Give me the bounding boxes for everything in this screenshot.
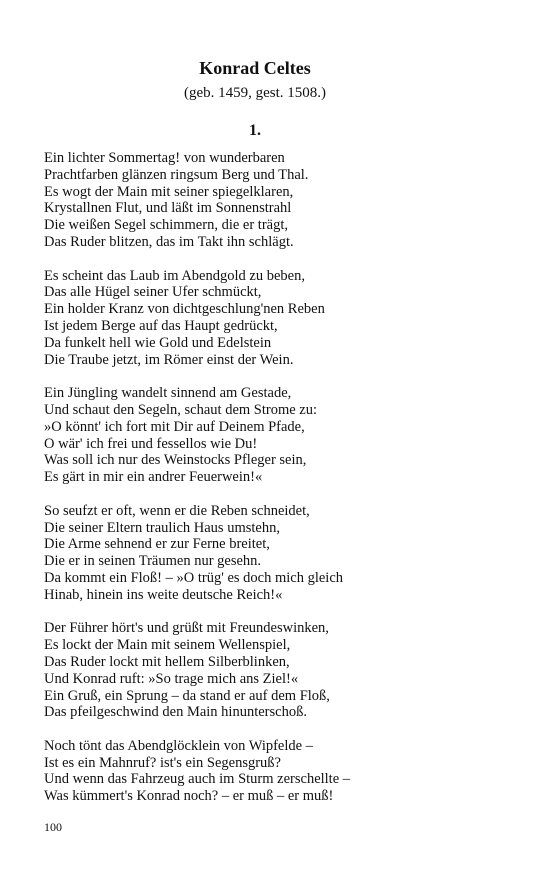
poem-line: Hinab, hinein ins weite deutsche Reich!« (44, 586, 283, 603)
poem-line: Es gärt in mir ein andrer Feuerwein!« (44, 469, 263, 486)
poem-line: »O könnt' ich fort mit Dir auf Deinem Pfade, (44, 418, 305, 435)
poem-line: Ist es ein Mahnruf? ist's ein Segensgruß? (44, 754, 281, 771)
author-dates: (geb. 1459, gest. 1508.) (183, 85, 327, 101)
poem-number: 1. (249, 122, 261, 139)
poem-line: Was soll ich nur des Weinstocks Pfleger sein, (44, 452, 307, 469)
poem-line: Die Traube jetzt, im Römer einst der Wein. (44, 351, 294, 368)
poem-line: Die weißen Segel schimmern, die er trägt, (44, 217, 289, 234)
stanza (44, 150, 514, 251)
poem-line: Und wenn das Fahrzeug auch im Sturm zerschellte – (44, 771, 351, 788)
poem-line: Prachtfarben glänzen ringsum Berg und Thal. (44, 166, 309, 183)
poem-line: Und schaut den Segeln, schaut dem Strome zu: (44, 401, 318, 418)
poem-line: Krystallnen Flut, und läßt im Sonnenstrahl (44, 200, 292, 217)
poem-line: Der Führer hört's und grüßt mit Freundeswinken, (44, 620, 329, 637)
poem-line: Ist jedem Berge auf das Haupt gedrückt, (44, 317, 278, 334)
poem-line: Es wogt der Main mit seiner spiegelklaren, (44, 183, 294, 200)
poem-line: Ein lichter Sommertag! von wunderbaren (44, 150, 285, 166)
stanza (44, 503, 514, 604)
poem-line: Das pfeilgeschwind den Main hinunterschoß. (44, 704, 307, 721)
poem-line: Das alle Hügel seiner Ufer schmückt, (44, 284, 262, 301)
page-number: 100 (44, 820, 62, 834)
stanza (44, 738, 514, 805)
page-title: Konrad Celtes (199, 58, 311, 78)
poem-line: Es scheint das Laub im Abendgold zu beben, (44, 267, 305, 284)
poem-line: Es lockt der Main mit seinem Wellenspiel, (44, 637, 291, 654)
poem-line: Die er in seinen Träumen nur gesehn. (44, 553, 262, 570)
poem-line: Das Ruder lockt mit hellem Silberblinken, (44, 653, 290, 670)
poem-line: Da funkelt hell wie Gold und Edelstein (44, 334, 272, 351)
poem-line: Das Ruder blitzen, das im Takt ihn schlägt. (44, 233, 294, 250)
stanza (44, 385, 514, 486)
stanza (44, 620, 514, 721)
poem-line: Was kümmert's Konrad noch? – er muß – er muß! (44, 788, 334, 805)
poem-line: Ein Jüngling wandelt sinnend am Gestade, (44, 385, 292, 402)
poem-line: Die seiner Eltern traulich Haus umstehn, (44, 519, 280, 536)
poem-line: Ein holder Kranz von dichtgeschlung'nen Reben (44, 301, 325, 318)
stanza (44, 268, 514, 369)
poem-line: Noch tönt das Abendglöcklein von Wipfelde – (44, 737, 313, 754)
poem-line: Ein Gruß, ein Sprung – da stand er auf dem Floß, (44, 687, 330, 704)
poem-line: Da kommt ein Floß! – »O trüg' es doch mich gleich (44, 569, 344, 586)
poem-line: Und Konrad ruft: »So trage mich ans Ziel!« (44, 670, 299, 687)
poem-line: So seufzt er oft, wenn er die Reben schneidet, (44, 502, 310, 519)
poem-line: Die Arme sehnend er zur Ferne breitet, (44, 536, 270, 553)
poem-line: O wär' ich frei und fessellos wie Du! (44, 435, 258, 452)
poem-body (44, 150, 514, 822)
